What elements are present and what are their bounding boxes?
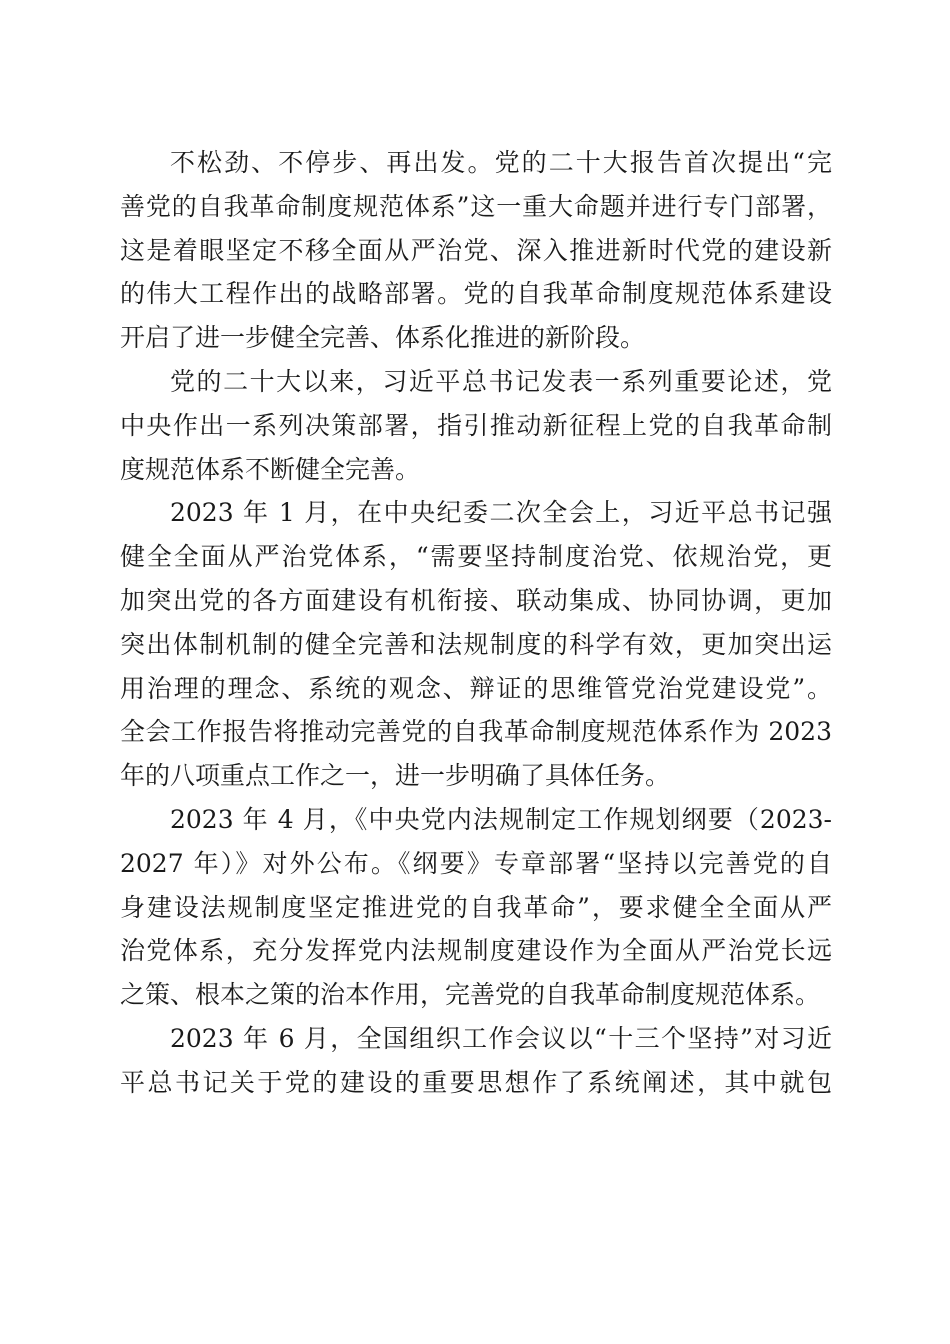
- paragraph-4-line-4: 治党体系，充分发挥党内法规制度建设作为全面从严治党长远: [120, 936, 832, 966]
- paragraph-3-line-4: 突出体制机制的健全完善和法规制度的科学有效，更加突出运: [120, 629, 832, 659]
- paragraph-2-line-2: 中央作出一系列决策部署，指引推动新征程上党的自我革命制: [120, 410, 832, 440]
- paragraph-1-line-4: 的伟大工程作出的战略部署。党的自我革命制度规范体系建设: [120, 279, 832, 309]
- paragraph-4-line-3: 身建设法规制度坚定推进党的自我革命”，要求健全全面从严: [120, 892, 832, 922]
- paragraph-5-line-1: 2023 年 6 月，全国组织工作会议以“十三个坚持”对习近: [170, 1023, 832, 1053]
- paragraph-2-line-1: 党的二十大以来，习近平总书记发表一系列重要论述，党: [170, 366, 832, 396]
- paragraph-2-line-3: 度规范体系不断健全完善。: [120, 454, 421, 484]
- paragraph-4-line-2: 2027 年）》对外公布。《纲要》专章部署“坚持以完善党的自: [120, 848, 832, 878]
- paragraph-4-line-1: 2023 年 4 月，《中央党内法规制定工作规划纲要（2023-: [170, 804, 832, 834]
- paragraph-1-line-5: 开启了进一步健全完善、体系化推进的新阶段。: [120, 323, 646, 353]
- paragraph-3-line-7: 年的八项重点工作之一，进一步明确了具体任务。: [120, 761, 671, 791]
- paragraph-3-line-6: 全会工作报告将推动完善党的自我革命制度规范体系作为 2023: [120, 717, 832, 747]
- body-text: [120, 141, 832, 1105]
- paragraph-3-line-5: 用治理的理念、系统的观念、辩证的思维管党治党建设党”。: [120, 673, 832, 703]
- paragraph-1-line-1: 不松劲、不停步、再出发。党的二十大报告首次提出“完: [170, 148, 832, 177]
- paragraph-1-line-2: 善党的自我革命制度规范体系”这一重大命题并进行专门部署，: [120, 191, 832, 221]
- paragraph-3-line-2: 健全全面从严治党体系，“需要坚持制度治党、依规治党，更: [120, 542, 832, 572]
- paragraph-1-line-3: 这是着眼坚定不移全面从严治党、深入推进新时代党的建设新: [120, 235, 832, 265]
- paragraph-4-line-5: 之策、根本之策的治本作用，完善党的自我革命制度规范体系。: [120, 980, 821, 1010]
- paragraph-3-line-1: 2023 年 1 月，在中央纪委二次全会上，习近平总书记强: [170, 498, 832, 528]
- paragraph-3-line-3: 加突出党的各方面建设有机衔接、联动集成、协同协调，更加: [120, 585, 832, 615]
- paragraph-5-line-2: 平总书记关于党的建设的重要思想作了系统阐述，其中就包: [120, 1067, 832, 1097]
